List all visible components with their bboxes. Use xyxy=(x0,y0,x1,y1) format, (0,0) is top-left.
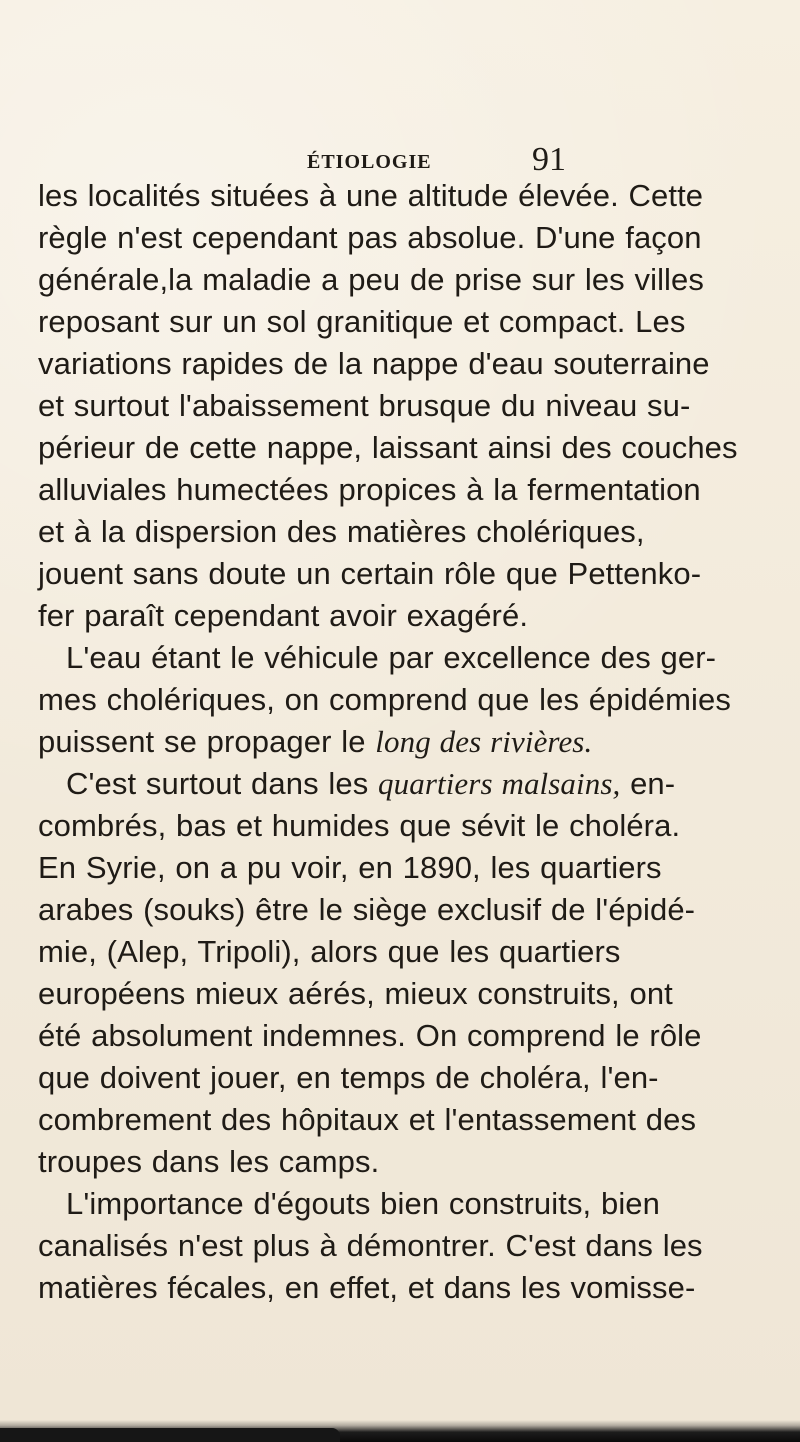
text-line-22: que doivent jouer, en temps de choléra, l'en- xyxy=(38,1060,659,1095)
text-line-15 xyxy=(66,768,675,799)
text-line-1: les localités situées à une altitude élevée. Cette xyxy=(38,178,704,213)
text-line-20: européens mieux aérés, mieux construits, ont xyxy=(38,976,673,1011)
text-line-6: et surtout l'abaissement brusque du niveau su- xyxy=(38,388,691,423)
text-line-15-italic: quartiers malsains, xyxy=(378,766,621,801)
text-line-3: générale,la maladie a peu de prise sur les villes xyxy=(38,262,704,297)
text-line-18: arabes (souks) être le siège exclusif de l'épidé- xyxy=(38,892,696,927)
text-line-8: alluviales humectées propices à la fermentation xyxy=(38,472,701,507)
page-bottom-band xyxy=(0,1428,340,1442)
text-line-15-roman-end: en- xyxy=(620,766,676,801)
text-line-16: combrés, bas et humides que sévit le choléra. xyxy=(38,808,681,843)
text-line-17: En Syrie, on a pu voir, en 1890, les quartiers xyxy=(38,850,662,885)
text-line-15-roman-start: C'est surtout dans les xyxy=(66,766,369,801)
text-line-27: matières fécales, en effet, et dans les vomisse- xyxy=(38,1270,696,1305)
text-line-23: combrement des hôpitaux et l'entassement des xyxy=(38,1102,697,1137)
text-line-5: variations rapides de la nappe d'eau souterraine xyxy=(38,346,710,381)
text-line-14-roman: puissent se propager le xyxy=(38,724,366,759)
text-line-26: canalisés n'est plus à démontrer. C'est dans les xyxy=(38,1228,703,1263)
text-line-11: fer paraît cependant avoir exagéré. xyxy=(38,598,529,633)
text-line-2: règle n'est cependant pas absolue. D'une façon xyxy=(38,220,702,255)
text-line-25: L'importance d'égouts bien construits, bien xyxy=(66,1186,660,1221)
text-line-13: mes cholériques, on comprend que les épidémies xyxy=(38,682,731,717)
text-line-14-italic: long des rivières. xyxy=(375,724,593,759)
text-line-14 xyxy=(38,726,592,757)
text-line-21: été absolument indemnes. On comprend le rôle xyxy=(38,1018,702,1053)
text-line-19: mie, (Alep, Tripoli), alors que les quartiers xyxy=(38,934,621,969)
running-head: ÉTIOLOGIE xyxy=(307,151,432,173)
text-line-24: troupes dans les camps. xyxy=(38,1144,380,1179)
text-line-9: et à la dispersion des matières cholériques, xyxy=(38,514,645,549)
text-line-10: jouent sans doute un certain rôle que Pettenko- xyxy=(38,556,702,591)
text-line-4: reposant sur un sol granitique et compact. Les xyxy=(38,304,686,339)
text-line-7: périeur de cette nappe, laissant ainsi des couches xyxy=(38,430,738,465)
text-line-12: L'eau étant le véhicule par excellence des ger- xyxy=(66,640,717,675)
page-number: 91 xyxy=(532,141,566,178)
